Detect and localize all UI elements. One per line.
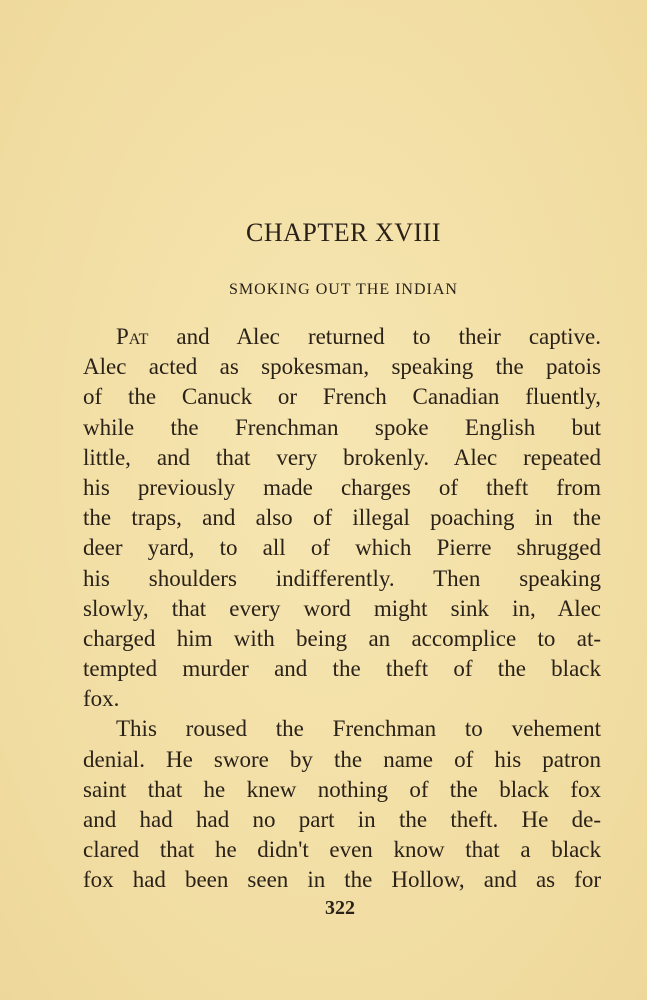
- text-line: slowly, that every word might sink in, Alec: [83, 595, 601, 621]
- text-line: of the Canuck or French Canadian fluently,: [83, 384, 601, 410]
- text-line: little, and that very brokenly. Alec repeated: [83, 444, 601, 470]
- text-line: his shoulders indifferently. Then speaking: [83, 565, 601, 591]
- text-line: the traps, and also of illegal poaching in the: [83, 505, 601, 531]
- text-line: charged him with being an accomplice to at-: [83, 625, 601, 651]
- first-word: Pat: [116, 324, 149, 349]
- text-line: Pat and Alec returned to their captive.: [116, 324, 601, 349]
- text-line: his previously made charges of theft from: [83, 474, 601, 500]
- text-line: tempted murder and the theft of the black: [83, 656, 601, 682]
- text-line: while the Frenchman spoke English but: [83, 414, 601, 440]
- chapter-heading: CHAPTER XVIII: [246, 218, 441, 247]
- text-line: fox.: [83, 686, 120, 712]
- text-line: clared that he didn't even know that a black: [83, 837, 601, 863]
- text-line: fox had been seen in the Hollow, and as for: [83, 867, 601, 893]
- text-line: deer yard, to all of which Pierre shrugged: [83, 535, 601, 561]
- text-line: Alec acted as spokesman, speaking the patois: [83, 354, 601, 380]
- text-line: saint that he knew nothing of the black fox: [83, 776, 601, 802]
- body-text: [83, 322, 601, 896]
- text-line: and had had no part in the theft. He de-: [83, 807, 601, 832]
- chapter-title: SMOKING OUT THE INDIAN: [229, 281, 458, 298]
- text-line: denial. He swore by the name of his patron: [83, 746, 601, 772]
- text-line: This roused the Frenchman to vehement: [116, 716, 601, 742]
- page-number: 322: [325, 897, 355, 919]
